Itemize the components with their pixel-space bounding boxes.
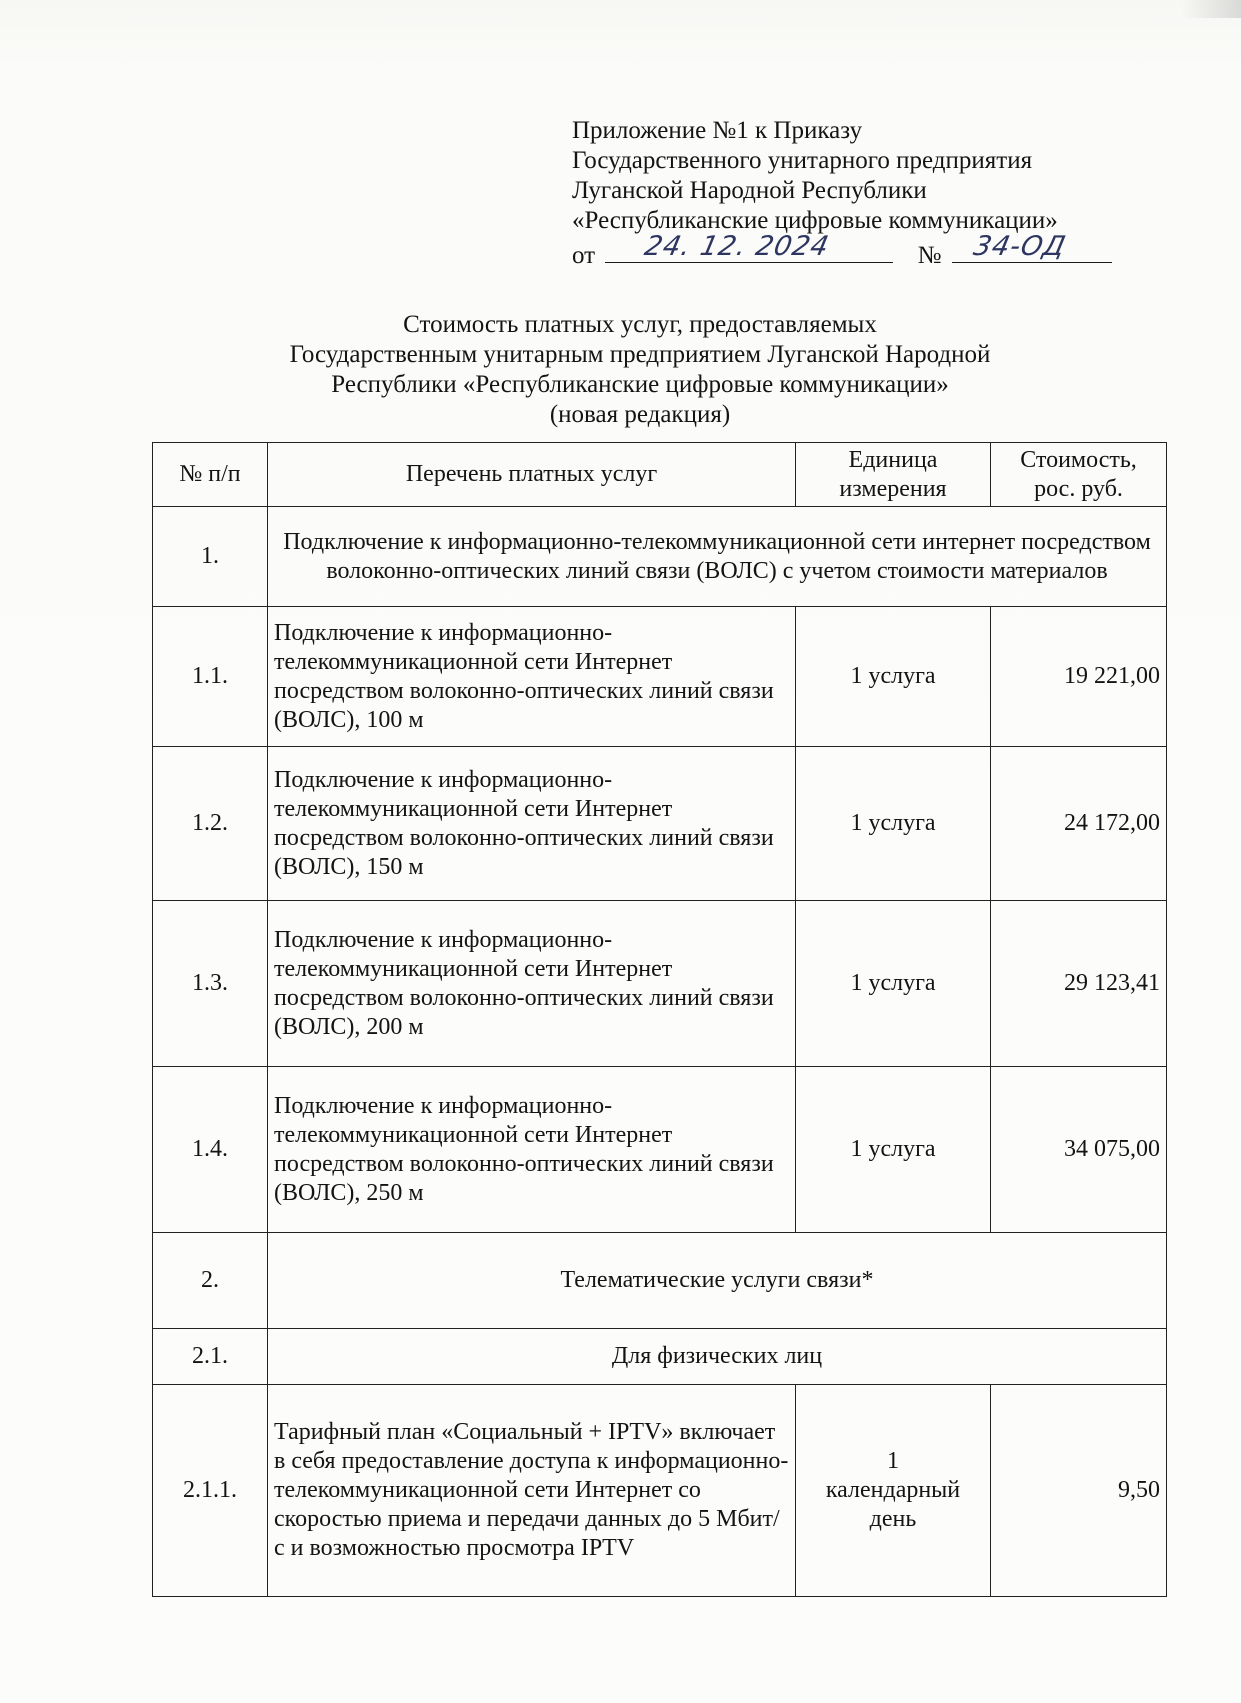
number-field — [952, 231, 1112, 263]
appendix-line-3: Луганской Народной Республики — [572, 177, 927, 204]
table-row — [153, 747, 1167, 901]
table-row — [153, 607, 1167, 747]
number-prefix: № — [917, 242, 942, 269]
section-2-num: 2. — [153, 1233, 268, 1329]
row-unit — [796, 1385, 991, 1597]
table-row — [153, 1385, 1167, 1597]
table-row — [153, 1067, 1167, 1233]
section-row-1 — [153, 507, 1167, 607]
unit-line-1: 1 — [887, 1448, 899, 1474]
row-service: Подключение к информационно-телекоммуникационной сети Интернет посредством волоконно-оптических линий связи (ВОЛС), 100 м — [268, 607, 796, 747]
title-line-1: Стоимость платных услуг, предоставляемых — [403, 311, 877, 338]
row-num: 1.4. — [153, 1067, 268, 1233]
title-line-4: (новая редакция) — [549, 401, 731, 428]
appendix-reference — [572, 116, 1132, 268]
header-price: Стоимость, рос. руб. — [991, 443, 1167, 507]
row-price: 29 123,41 — [991, 901, 1167, 1067]
row-num: 2.1.1. — [153, 1385, 268, 1597]
unit-line-2: календарный — [825, 1477, 961, 1503]
row-unit: 1 услуга — [796, 1067, 991, 1233]
row-unit: 1 услуга — [796, 607, 991, 747]
appendix-line-1: Приложение №1 к Приказу — [572, 117, 863, 144]
table-header-row — [153, 443, 1167, 507]
row-service: Подключение к информационно-телекоммуникационной сети Интернет посредством волоконно-оптических линий связи (ВОЛС), 200 м — [268, 901, 796, 1067]
row-price: 34 075,00 — [991, 1067, 1167, 1233]
section-1-num: 1. — [153, 507, 268, 607]
scan-edge-shadow — [1181, 0, 1241, 18]
row-price: 24 172,00 — [991, 747, 1167, 901]
title-line-2: Государственным унитарным предприятием Луганской Народной — [289, 341, 991, 368]
order-date-number-line — [572, 231, 1132, 269]
unit-line-3: день — [869, 1506, 917, 1532]
document-title — [200, 310, 1080, 430]
header-unit: Единица измерения — [796, 443, 991, 507]
section-row-2-1 — [153, 1329, 1167, 1385]
row-unit: 1 услуга — [796, 901, 991, 1067]
table-row — [153, 901, 1167, 1067]
header-service: Перечень платных услуг — [268, 443, 796, 507]
header-num: № п/п — [153, 443, 268, 507]
handwritten-date: 24. 12. 2024 — [642, 231, 833, 262]
row-unit: 1 услуга — [796, 747, 991, 901]
row-num: 1.3. — [153, 901, 268, 1067]
row-price: 19 221,00 — [991, 607, 1167, 747]
row-num: 1.2. — [153, 747, 268, 901]
row-num: 1.1. — [153, 607, 268, 747]
section-1-title: Подключение к информационно-телекоммуникационной сети интернет посредством волоконно-оптических линий связи (ВОЛС) с учетом стоимости материалов — [268, 507, 1167, 607]
date-prefix: от — [572, 242, 596, 269]
section-2-1-title: Для физических лиц — [268, 1329, 1167, 1385]
section-2-1-num: 2.1. — [153, 1329, 268, 1385]
row-service: Подключение к информационно-телекоммуникационной сети Интернет посредством волоконно-оптических линий связи (ВОЛС), 150 м — [268, 747, 796, 901]
handwritten-number: 34-ОД — [970, 231, 1069, 262]
row-service: Тарифный план «Социальный + IPTV» включает в себя предоставление доступа к информационно-телекоммуникационной сети Интернет со скоростью приема и передачи данных до 5 Мбит/с и возможностью просмотра IPTV — [268, 1385, 796, 1597]
row-price: 9,50 — [991, 1385, 1167, 1597]
price-table — [152, 442, 1167, 1597]
title-line-3: Республики «Республиканские цифровые коммуникации» — [331, 371, 949, 398]
appendix-line-4: «Республиканские цифровые коммуникации» — [572, 207, 1058, 234]
section-2-title: Телематические услуги связи* — [268, 1233, 1167, 1329]
appendix-line-2: Государственного унитарного предприятия — [572, 147, 1033, 174]
section-row-2 — [153, 1233, 1167, 1329]
row-service: Подключение к информационно-телекоммуникационной сети Интернет посредством волоконно-оптических линий связи (ВОЛС), 250 м — [268, 1067, 796, 1233]
date-field — [605, 231, 893, 263]
